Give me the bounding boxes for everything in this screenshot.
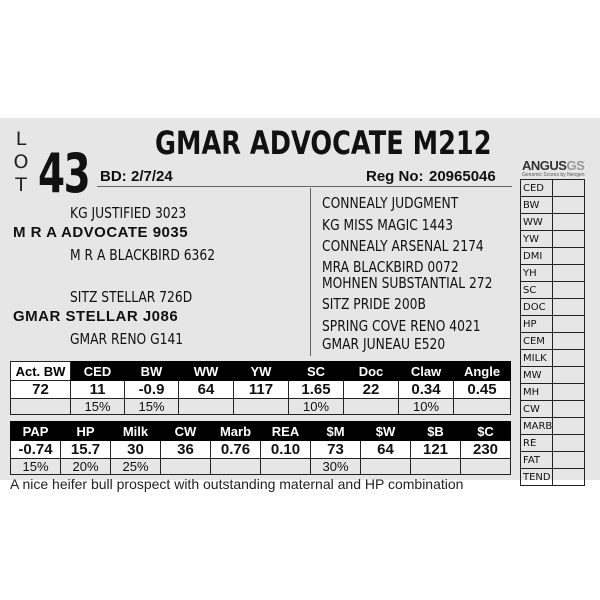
epd-percentile — [161, 459, 211, 475]
epd-percentile: 20% — [61, 459, 111, 475]
pedigree-ancestor: SITZ PRIDE 200B — [322, 295, 426, 313]
trait-label: CED — [521, 180, 553, 197]
epd-value: 73 — [311, 441, 361, 459]
epd-value: 1.65 — [289, 381, 344, 399]
epd-percentile-row — [11, 399, 511, 415]
epd-header: PAP — [11, 422, 61, 441]
epd-header: Milk — [111, 422, 161, 441]
trait-row — [521, 367, 585, 384]
epd-percentile: 15% — [71, 399, 125, 415]
trait-row — [521, 214, 585, 231]
trait-check-box — [553, 248, 585, 265]
trait-check-box — [553, 418, 585, 435]
epd-value: 64 — [179, 381, 234, 399]
epd-header: Angle — [454, 362, 511, 381]
trait-row — [521, 333, 585, 350]
lot-letter: T — [15, 174, 27, 196]
trait-check-box — [553, 350, 585, 367]
trait-label: BW — [521, 197, 553, 214]
trait-row — [521, 316, 585, 333]
trait-label: YH — [521, 265, 553, 282]
trait-check-box — [553, 231, 585, 248]
trait-row — [521, 248, 585, 265]
lot-number: 43 — [38, 142, 90, 205]
epd-header: BW — [125, 362, 179, 381]
epd-percentile — [11, 399, 71, 415]
trait-checklist — [520, 179, 585, 486]
lot-card — [0, 118, 600, 492]
pedigree-divider — [310, 188, 311, 356]
trait-check-box — [553, 469, 585, 486]
trait-row — [521, 384, 585, 401]
epd-value: 11 — [71, 381, 125, 399]
epd-value: 0.76 — [211, 441, 261, 459]
trait-label: DMI — [521, 248, 553, 265]
epd-percentile-row — [11, 459, 511, 475]
trait-row — [521, 231, 585, 248]
epd-header: Marb — [211, 422, 261, 441]
epd-percentile: 10% — [399, 399, 454, 415]
epd-header: CED — [71, 362, 125, 381]
animal-name: GMAR ADVOCATE M212 — [155, 124, 492, 162]
epd-percentile — [454, 399, 511, 415]
epd-header: $M — [311, 422, 361, 441]
epd-percentile: 30% — [311, 459, 361, 475]
trait-check-box — [553, 435, 585, 452]
trait-check-box — [553, 333, 585, 350]
trait-row — [521, 350, 585, 367]
trait-row — [521, 265, 585, 282]
trait-label: YW — [521, 231, 553, 248]
trait-check-box — [553, 265, 585, 282]
pedigree-ancestor: GMAR JUNEAU E520 — [322, 335, 446, 353]
pedigree-ancestor: KG MISS MAGIC 1443 — [322, 216, 454, 234]
epd-value: -0.74 — [11, 441, 61, 459]
lot-letter: O — [13, 151, 29, 173]
epd-header: CW — [161, 422, 211, 441]
epd-value: 30 — [111, 441, 161, 459]
trait-label: MH — [521, 384, 553, 401]
epd-percentile — [261, 459, 311, 475]
epd-value: 0.34 — [399, 381, 454, 399]
trait-check-box — [553, 282, 585, 299]
trait-label: MILK — [521, 350, 553, 367]
epd-percentile — [461, 459, 511, 475]
epd-percentile: 10% — [289, 399, 344, 415]
trait-check-box — [553, 367, 585, 384]
trait-check-box — [553, 180, 585, 197]
trait-check-box — [553, 401, 585, 418]
epd-percentile — [344, 399, 399, 415]
trait-row — [521, 401, 585, 418]
epd-percentile — [411, 459, 461, 475]
trait-row — [521, 197, 585, 214]
angus-gs-logo: ANGUSGS — [522, 158, 585, 173]
epd-header: HP — [61, 422, 111, 441]
trait-label: CEM — [521, 333, 553, 350]
epd-percentile — [361, 459, 411, 475]
epd-table-2 — [10, 421, 511, 475]
trait-label: HP — [521, 316, 553, 333]
angus-logo-tagline: Genomic Scores by Neogen — [522, 172, 585, 178]
trait-row — [521, 180, 585, 197]
epd-value: 15.7 — [61, 441, 111, 459]
epd-header: Claw — [399, 362, 454, 381]
epd-header-row — [11, 362, 511, 381]
trait-label: MW — [521, 367, 553, 384]
trait-label: WW — [521, 214, 553, 231]
birth-date-value: 2/7/24 — [131, 168, 173, 185]
trait-check-box — [553, 384, 585, 401]
epd-header: $C — [461, 422, 511, 441]
epd-value: 64 — [361, 441, 411, 459]
trait-label: SC — [521, 282, 553, 299]
epd-header: $W — [361, 422, 411, 441]
trait-label: TEND — [521, 469, 553, 486]
epd-header: YW — [234, 362, 289, 381]
epd-value: 72 — [11, 381, 71, 399]
trait-check-box — [553, 316, 585, 333]
lot-letter: L — [15, 128, 27, 150]
epd-percentile: 15% — [11, 459, 61, 475]
epd-percentile: 15% — [125, 399, 179, 415]
pedigree-ancestor: CONNEALY ARSENAL 2174 — [322, 237, 484, 255]
description-text: A nice heifer bull prospect with outstanding maternal and HP combination — [10, 476, 464, 492]
epd-header: Doc — [344, 362, 399, 381]
pedigree-sire-dam: M R A BLACKBIRD 6362 — [70, 246, 216, 264]
pedigree-dam-dam: GMAR RENO G141 — [70, 330, 184, 348]
trait-label: DOC — [521, 299, 553, 316]
pedigree-sire-sire: KG JUSTIFIED 3023 — [70, 204, 187, 222]
epd-percentile — [179, 399, 234, 415]
pedigree-ancestor: SPRING COVE RENO 4021 — [322, 317, 481, 335]
trait-label: RE — [521, 435, 553, 452]
trait-label: MARB — [521, 418, 553, 435]
trait-row — [521, 452, 585, 469]
trait-check-box — [553, 197, 585, 214]
epd-value: -0.9 — [125, 381, 179, 399]
epd-header: REA — [261, 422, 311, 441]
trait-row — [521, 299, 585, 316]
epd-header: WW — [179, 362, 234, 381]
epd-percentile — [234, 399, 289, 415]
trait-label: CW — [521, 401, 553, 418]
epd-value: 0.45 — [454, 381, 511, 399]
header-divider — [97, 186, 512, 187]
pedigree-dam-sire: SITZ STELLAR 726D — [70, 288, 193, 306]
epd-value-row — [11, 441, 511, 459]
pedigree-ancestor: MRA BLACKBIRD 0072 — [322, 258, 459, 276]
epd-table-1 — [10, 361, 511, 415]
epd-value: 22 — [344, 381, 399, 399]
pedigree-sire: M R A ADVOCATE 9035 — [13, 224, 189, 241]
epd-value: 117 — [234, 381, 289, 399]
epd-header-row — [11, 422, 511, 441]
epd-value: 230 — [461, 441, 511, 459]
pedigree-dam: GMAR STELLAR J086 — [13, 308, 179, 325]
trait-row — [521, 435, 585, 452]
pedigree-ancestor: MOHNEN SUBSTANTIAL 272 — [322, 274, 493, 292]
epd-header: SC — [289, 362, 344, 381]
pedigree-ancestor: CONNEALY JUDGMENT — [322, 194, 459, 212]
trait-row — [521, 282, 585, 299]
reg-no-value: 20965046 — [429, 168, 496, 185]
trait-check-box — [553, 299, 585, 316]
epd-value-row — [11, 381, 511, 399]
trait-row — [521, 469, 585, 486]
epd-header: Act. BW — [11, 362, 71, 381]
epd-header: $B — [411, 422, 461, 441]
epd-percentile — [211, 459, 261, 475]
epd-value: 121 — [411, 441, 461, 459]
trait-label: FAT — [521, 452, 553, 469]
trait-check-box — [553, 214, 585, 231]
reg-no-label: Reg No: — [366, 168, 424, 185]
trait-check-box — [553, 452, 585, 469]
trait-row — [521, 418, 585, 435]
epd-value: 0.10 — [261, 441, 311, 459]
epd-value: 36 — [161, 441, 211, 459]
epd-percentile: 25% — [111, 459, 161, 475]
birth-date-label: BD: — [100, 168, 127, 185]
